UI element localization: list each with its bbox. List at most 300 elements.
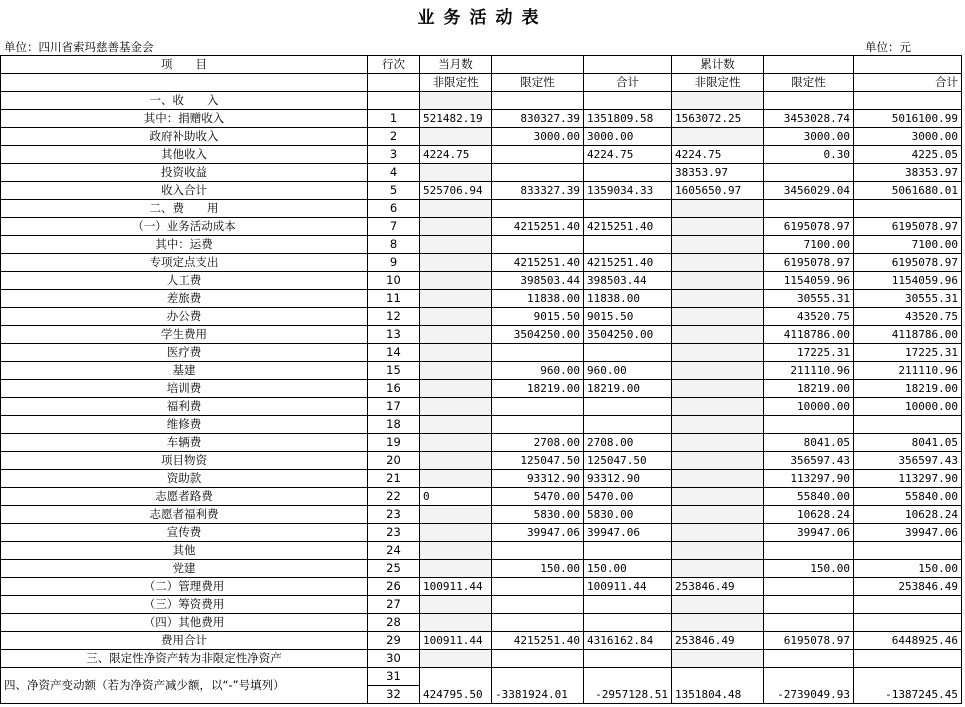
cell-cur-total — [584, 344, 672, 362]
cell-cur-unrestricted: 521482.19 — [420, 110, 492, 128]
cell-cur-unrestricted — [420, 362, 492, 380]
cell-cum-unrestricted — [672, 218, 764, 236]
cell-cur-restricted: 4215251.40 — [492, 632, 584, 650]
row-no: 22 — [368, 488, 420, 506]
cell-cur-restricted: 3504250.00 — [492, 326, 584, 344]
table-row — [1, 236, 962, 254]
row-label: 志愿者福利费 — [1, 506, 368, 524]
cell-cur-unrestricted — [420, 542, 492, 560]
cell-cum-unrestricted — [672, 560, 764, 578]
cell-cum-restricted: 39947.06 — [764, 524, 854, 542]
cell-cum-total: 6195078.97 — [854, 254, 962, 272]
cell-cum-restricted: 1154059.96 — [764, 272, 854, 290]
row-label: 宣传费 — [1, 524, 368, 542]
cell-cum-restricted: 7100.00 — [764, 236, 854, 254]
cell-cum-unrestricted — [672, 344, 764, 362]
table-row — [1, 596, 962, 614]
cell-cur-total — [584, 416, 672, 434]
table-row-net-change-a — [1, 668, 962, 686]
header-current-month: 当月数 — [420, 56, 492, 74]
header-row-no: 行次 — [368, 56, 420, 74]
cell-cur-total: 3000.00 — [584, 128, 672, 146]
cell-cur-total: 5470.00 — [584, 488, 672, 506]
cell-cur-total: 4215251.40 — [584, 218, 672, 236]
row-no: 8 — [368, 236, 420, 254]
cell-cur-unrestricted: 100911.44 — [420, 578, 492, 596]
table-row — [1, 326, 962, 344]
cell-cum-restricted: 211110.96 — [764, 362, 854, 380]
cell-cur-unrestricted — [420, 254, 492, 272]
table-row — [1, 290, 962, 308]
cell-cur-total: 39947.06 — [584, 524, 672, 542]
cell-cum-total: 3000.00 — [854, 128, 962, 146]
cell-cum-total — [854, 596, 962, 614]
cell-cum-restricted — [764, 596, 854, 614]
row-no: 21 — [368, 470, 420, 488]
cell-cum-total: 1154059.96 — [854, 272, 962, 290]
cell-cum-total: 4118786.00 — [854, 326, 962, 344]
cell-cum-unrestricted — [672, 452, 764, 470]
cell-cum-total: 5016100.99 — [854, 110, 962, 128]
cell-cur-total: 1359034.33 — [584, 182, 672, 200]
cell-cur-restricted — [492, 92, 584, 110]
cell-cur-unrestricted — [420, 524, 492, 542]
row-label: 项目物资 — [1, 452, 368, 470]
cell-cur-restricted — [492, 650, 584, 668]
row-no: 7 — [368, 218, 420, 236]
cell-cur-restricted — [492, 200, 584, 218]
cell-cum-unrestricted — [672, 398, 764, 416]
table-row — [1, 380, 962, 398]
cell-cur-unrestricted — [420, 614, 492, 632]
cell-cum-restricted: 150.00 — [764, 560, 854, 578]
table-row — [1, 362, 962, 380]
row-label: 办公费 — [1, 308, 368, 326]
row-label: 三、限定性净资产转为非限定性净资产 — [1, 650, 368, 668]
table-row — [1, 272, 962, 290]
cell-cur-unrestricted — [420, 596, 492, 614]
cell-cum-unrestricted — [672, 236, 764, 254]
row-label: （三）筹资费用 — [1, 596, 368, 614]
row-no: 9 — [368, 254, 420, 272]
cell-cur-unrestricted — [420, 326, 492, 344]
cell-cum-unrestricted — [672, 290, 764, 308]
cell-cur-restricted: 398503.44 — [492, 272, 584, 290]
row-label: 其他 — [1, 542, 368, 560]
row-no: 19 — [368, 434, 420, 452]
cell-cum-total: 43520.75 — [854, 308, 962, 326]
cell-cum-unrestricted: 1605650.97 — [672, 182, 764, 200]
cell-cum-total — [854, 542, 962, 560]
cell-cum-unrestricted — [672, 614, 764, 632]
cell-cum-restricted — [764, 92, 854, 110]
header-row-1 — [1, 56, 962, 74]
cell-cur-unrestricted — [420, 272, 492, 290]
cell-cum-total — [854, 614, 962, 632]
cell-cur-total — [584, 596, 672, 614]
cell-cum-unrestricted — [672, 272, 764, 290]
table-row — [1, 128, 962, 146]
row-no: 23 — [368, 524, 420, 542]
cell-cur-restricted: 18219.00 — [492, 380, 584, 398]
table-row — [1, 218, 962, 236]
cell-cum-restricted — [764, 578, 854, 596]
table-row — [1, 344, 962, 362]
cell-cur-total — [584, 650, 672, 668]
cell-cur-total — [584, 614, 672, 632]
row-no: 2 — [368, 128, 420, 146]
cell-cur-restricted — [492, 146, 584, 164]
table-row — [1, 542, 962, 560]
cell-cum-total: -1387245.45 — [854, 668, 962, 704]
cell-cum-unrestricted — [672, 380, 764, 398]
cell-cum-total: 8041.05 — [854, 434, 962, 452]
cell-cur-restricted: 5830.00 — [492, 506, 584, 524]
cell-cur-restricted: 9015.50 — [492, 308, 584, 326]
table-row — [1, 524, 962, 542]
row-label: （一）业务活动成本 — [1, 218, 368, 236]
cell-cur-total: 398503.44 — [584, 272, 672, 290]
cell-cum-restricted: 3453028.74 — [764, 110, 854, 128]
row-label: 费用合计 — [1, 632, 368, 650]
table-row — [1, 632, 962, 650]
table-body — [1, 92, 962, 668]
cell-cur-restricted — [492, 596, 584, 614]
cell-cum-unrestricted — [672, 650, 764, 668]
row-no: 20 — [368, 452, 420, 470]
cell-cum-restricted: 6195078.97 — [764, 632, 854, 650]
row-label: 其中：运费 — [1, 236, 368, 254]
cell-cum-unrestricted — [672, 596, 764, 614]
header-cum-restricted: 限定性 — [764, 74, 854, 92]
cell-cur-total: 9015.50 — [584, 308, 672, 326]
cell-cur-total — [584, 92, 672, 110]
row-no: 4 — [368, 164, 420, 182]
cell-cur-restricted: 5470.00 — [492, 488, 584, 506]
row-no: 25 — [368, 560, 420, 578]
row-label-net-change: 四、净资产变动额（若为净资产减少额，以“-”号填列） — [1, 668, 368, 704]
cell-cum-total: 18219.00 — [854, 380, 962, 398]
cell-cur-unrestricted — [420, 398, 492, 416]
cell-cum-total: 17225.31 — [854, 344, 962, 362]
cell-cum-total: 6448925.46 — [854, 632, 962, 650]
cell-cur-unrestricted: 424795.50 — [420, 668, 492, 704]
cell-cum-unrestricted — [672, 362, 764, 380]
cell-cur-total: 93312.90 — [584, 470, 672, 488]
cell-cur-restricted: 830327.39 — [492, 110, 584, 128]
row-no: 15 — [368, 362, 420, 380]
row-no: 10 — [368, 272, 420, 290]
cell-cur-restricted — [492, 398, 584, 416]
cell-cur-unrestricted — [420, 416, 492, 434]
cell-cum-total — [854, 200, 962, 218]
row-label: 车辆费 — [1, 434, 368, 452]
row-label: 福利费 — [1, 398, 368, 416]
cell-cur-unrestricted — [420, 218, 492, 236]
table-row — [1, 578, 962, 596]
cell-cur-unrestricted — [420, 290, 492, 308]
row-no: 29 — [368, 632, 420, 650]
cell-cum-unrestricted — [672, 128, 764, 146]
row-no: 31 — [368, 668, 420, 686]
cell-cur-unrestricted — [420, 506, 492, 524]
row-no: 17 — [368, 398, 420, 416]
row-no: 32 — [368, 686, 420, 704]
cell-cum-total: 253846.49 — [854, 578, 962, 596]
cell-cum-total: 150.00 — [854, 560, 962, 578]
row-no: 26 — [368, 578, 420, 596]
table-row — [1, 398, 962, 416]
header-cur-restricted: 限定性 — [492, 74, 584, 92]
cell-cur-total — [584, 200, 672, 218]
cell-cum-unrestricted — [672, 308, 764, 326]
table-row — [1, 506, 962, 524]
table-row — [1, 434, 962, 452]
cell-cum-total: 38353.97 — [854, 164, 962, 182]
cell-cum-unrestricted: 38353.97 — [672, 164, 764, 182]
row-no: 24 — [368, 542, 420, 560]
cell-cum-restricted: 10628.24 — [764, 506, 854, 524]
cell-cum-total: 5061680.01 — [854, 182, 962, 200]
row-no: 5 — [368, 182, 420, 200]
row-no: 1 — [368, 110, 420, 128]
cell-cum-restricted: 18219.00 — [764, 380, 854, 398]
row-label: 其中：捐赠收入 — [1, 110, 368, 128]
cell-cum-total: 4225.05 — [854, 146, 962, 164]
cell-cum-restricted: 10000.00 — [764, 398, 854, 416]
cell-cur-unrestricted — [420, 560, 492, 578]
cell-cum-restricted: 30555.31 — [764, 290, 854, 308]
table-row — [1, 254, 962, 272]
cell-cur-total: 2708.00 — [584, 434, 672, 452]
table-row — [1, 200, 962, 218]
cell-cur-restricted — [492, 578, 584, 596]
cell-cur-unrestricted — [420, 92, 492, 110]
cell-cum-total — [854, 92, 962, 110]
row-label: 人工费 — [1, 272, 368, 290]
row-no: 18 — [368, 416, 420, 434]
row-label: （四）其他费用 — [1, 614, 368, 632]
cell-cum-unrestricted — [672, 200, 764, 218]
header-cur-unrestricted: 非限定性 — [420, 74, 492, 92]
cell-cur-total: 1351809.58 — [584, 110, 672, 128]
header-item: 项 目 — [1, 56, 368, 74]
cell-cur-restricted: 150.00 — [492, 560, 584, 578]
cell-cum-unrestricted — [672, 524, 764, 542]
header-cum-total: 合计 — [854, 74, 962, 92]
row-no: 6 — [368, 200, 420, 218]
cell-cur-restricted — [492, 164, 584, 182]
row-no: 3 — [368, 146, 420, 164]
cell-cur-unrestricted — [420, 308, 492, 326]
table-row — [1, 416, 962, 434]
header-row-2 — [1, 74, 962, 92]
cell-cur-restricted — [492, 344, 584, 362]
row-label: 医疗费 — [1, 344, 368, 362]
cell-cur-total: -2957128.51 — [584, 668, 672, 704]
row-label: 培训费 — [1, 380, 368, 398]
cell-cum-unrestricted: 253846.49 — [672, 578, 764, 596]
row-label: 党建 — [1, 560, 368, 578]
row-label: 学生费用 — [1, 326, 368, 344]
cell-cur-unrestricted — [420, 452, 492, 470]
cell-cum-total: 6195078.97 — [854, 218, 962, 236]
cell-cum-unrestricted — [672, 326, 764, 344]
cell-cum-unrestricted — [672, 488, 764, 506]
cell-cur-restricted: 11838.00 — [492, 290, 584, 308]
cell-cum-unrestricted — [672, 254, 764, 272]
cell-cum-restricted — [764, 542, 854, 560]
cell-cur-total: 960.00 — [584, 362, 672, 380]
cell-cum-restricted: 3000.00 — [764, 128, 854, 146]
cell-cur-total: 5830.00 — [584, 506, 672, 524]
cell-cur-restricted: 93312.90 — [492, 470, 584, 488]
row-label: 基建 — [1, 362, 368, 380]
cell-cum-total: 356597.43 — [854, 452, 962, 470]
cell-cum-unrestricted — [672, 542, 764, 560]
cell-cur-total: 18219.00 — [584, 380, 672, 398]
cell-cur-restricted — [492, 236, 584, 254]
table-row — [1, 146, 962, 164]
cell-cum-total: 30555.31 — [854, 290, 962, 308]
cell-cur-total: 4316162.84 — [584, 632, 672, 650]
cell-cur-restricted: 2708.00 — [492, 434, 584, 452]
cell-cum-total: 10000.00 — [854, 398, 962, 416]
cell-cur-unrestricted — [420, 200, 492, 218]
report-title: 业务活动表 — [417, 8, 548, 28]
table-row — [1, 110, 962, 128]
row-label: 一、收 入 — [1, 92, 368, 110]
row-no: 30 — [368, 650, 420, 668]
cell-cum-total: 113297.90 — [854, 470, 962, 488]
cell-cum-restricted — [764, 614, 854, 632]
cell-cur-total: 4224.75 — [584, 146, 672, 164]
cell-cur-unrestricted — [420, 380, 492, 398]
row-label: 其他收入 — [1, 146, 368, 164]
cell-cum-restricted: 17225.31 — [764, 344, 854, 362]
cell-cum-restricted: 0.30 — [764, 146, 854, 164]
cell-cum-unrestricted: 1351804.48 — [672, 668, 764, 704]
cell-cum-total: 10628.24 — [854, 506, 962, 524]
cell-cum-restricted: 8041.05 — [764, 434, 854, 452]
cell-cum-restricted — [764, 200, 854, 218]
cell-cum-restricted: 356597.43 — [764, 452, 854, 470]
row-label: （二）管理费用 — [1, 578, 368, 596]
table-row — [1, 614, 962, 632]
cell-cum-restricted: 6195078.97 — [764, 254, 854, 272]
row-no: 23 — [368, 506, 420, 524]
cell-cum-restricted — [764, 164, 854, 182]
cell-cur-total — [584, 236, 672, 254]
row-label: 政府补助收入 — [1, 128, 368, 146]
cell-cur-unrestricted — [420, 650, 492, 668]
row-label: 维修费 — [1, 416, 368, 434]
cell-cum-unrestricted — [672, 506, 764, 524]
cell-cur-total — [584, 398, 672, 416]
row-label: 投资收益 — [1, 164, 368, 182]
cell-cur-restricted: -3381924.01 — [492, 668, 584, 704]
cell-cum-restricted: 3456029.04 — [764, 182, 854, 200]
cell-cum-total — [854, 416, 962, 434]
cell-cur-total — [584, 164, 672, 182]
cell-cur-restricted: 39947.06 — [492, 524, 584, 542]
table-row — [1, 182, 962, 200]
cell-cur-total: 4215251.40 — [584, 254, 672, 272]
row-no: 13 — [368, 326, 420, 344]
cell-cur-unrestricted: 0 — [420, 488, 492, 506]
cell-cur-unrestricted — [420, 434, 492, 452]
cell-cum-unrestricted — [672, 470, 764, 488]
cell-cum-restricted: 4118786.00 — [764, 326, 854, 344]
cell-cur-restricted: 4215251.40 — [492, 218, 584, 236]
cell-cum-unrestricted — [672, 416, 764, 434]
table-row — [1, 650, 962, 668]
table-row — [1, 92, 962, 110]
cell-cur-unrestricted: 4224.75 — [420, 146, 492, 164]
cell-cur-total: 11838.00 — [584, 290, 672, 308]
cell-cum-unrestricted: 253846.49 — [672, 632, 764, 650]
row-no — [368, 92, 420, 110]
table-row — [1, 452, 962, 470]
cell-cum-unrestricted: 1563072.25 — [672, 110, 764, 128]
cell-cum-restricted: 113297.90 — [764, 470, 854, 488]
cell-cum-total: 55840.00 — [854, 488, 962, 506]
cell-cum-total: 39947.06 — [854, 524, 962, 542]
cell-cur-total: 150.00 — [584, 560, 672, 578]
table-row — [1, 560, 962, 578]
cell-cur-unrestricted — [420, 344, 492, 362]
table-row — [1, 470, 962, 488]
row-no: 14 — [368, 344, 420, 362]
cell-cur-unrestricted — [420, 164, 492, 182]
row-no: 28 — [368, 614, 420, 632]
cell-cum-unrestricted — [672, 434, 764, 452]
row-label: 差旅费 — [1, 290, 368, 308]
cell-cur-total: 3504250.00 — [584, 326, 672, 344]
cell-cur-restricted — [492, 542, 584, 560]
cell-cum-restricted — [764, 416, 854, 434]
cell-cur-restricted — [492, 416, 584, 434]
row-label: 志愿者路费 — [1, 488, 368, 506]
row-label: 收入合计 — [1, 182, 368, 200]
activity-table — [0, 55, 962, 704]
currency-unit: 单位：元 — [865, 40, 911, 54]
cell-cur-total — [584, 542, 672, 560]
row-label: 资助款 — [1, 470, 368, 488]
row-label: 二、费 用 — [1, 200, 368, 218]
row-no: 27 — [368, 596, 420, 614]
cell-cum-restricted: -2739049.93 — [764, 668, 854, 704]
cell-cur-total: 125047.50 — [584, 452, 672, 470]
cell-cur-unrestricted: 100911.44 — [420, 632, 492, 650]
table-row — [1, 308, 962, 326]
cell-cur-unrestricted — [420, 236, 492, 254]
cell-cum-total — [854, 650, 962, 668]
cell-cur-total: 100911.44 — [584, 578, 672, 596]
table-row — [1, 164, 962, 182]
cell-cur-restricted: 4215251.40 — [492, 254, 584, 272]
cell-cum-restricted — [764, 650, 854, 668]
cell-cum-restricted: 43520.75 — [764, 308, 854, 326]
cell-cur-restricted: 960.00 — [492, 362, 584, 380]
cell-cur-unrestricted: 525706.94 — [420, 182, 492, 200]
cell-cur-restricted — [492, 614, 584, 632]
organization-unit: 单位：四川省索玛慈善基金会 — [4, 40, 154, 54]
cell-cum-unrestricted: 4224.75 — [672, 146, 764, 164]
cell-cum-unrestricted — [672, 92, 764, 110]
row-no: 16 — [368, 380, 420, 398]
table-row — [1, 488, 962, 506]
